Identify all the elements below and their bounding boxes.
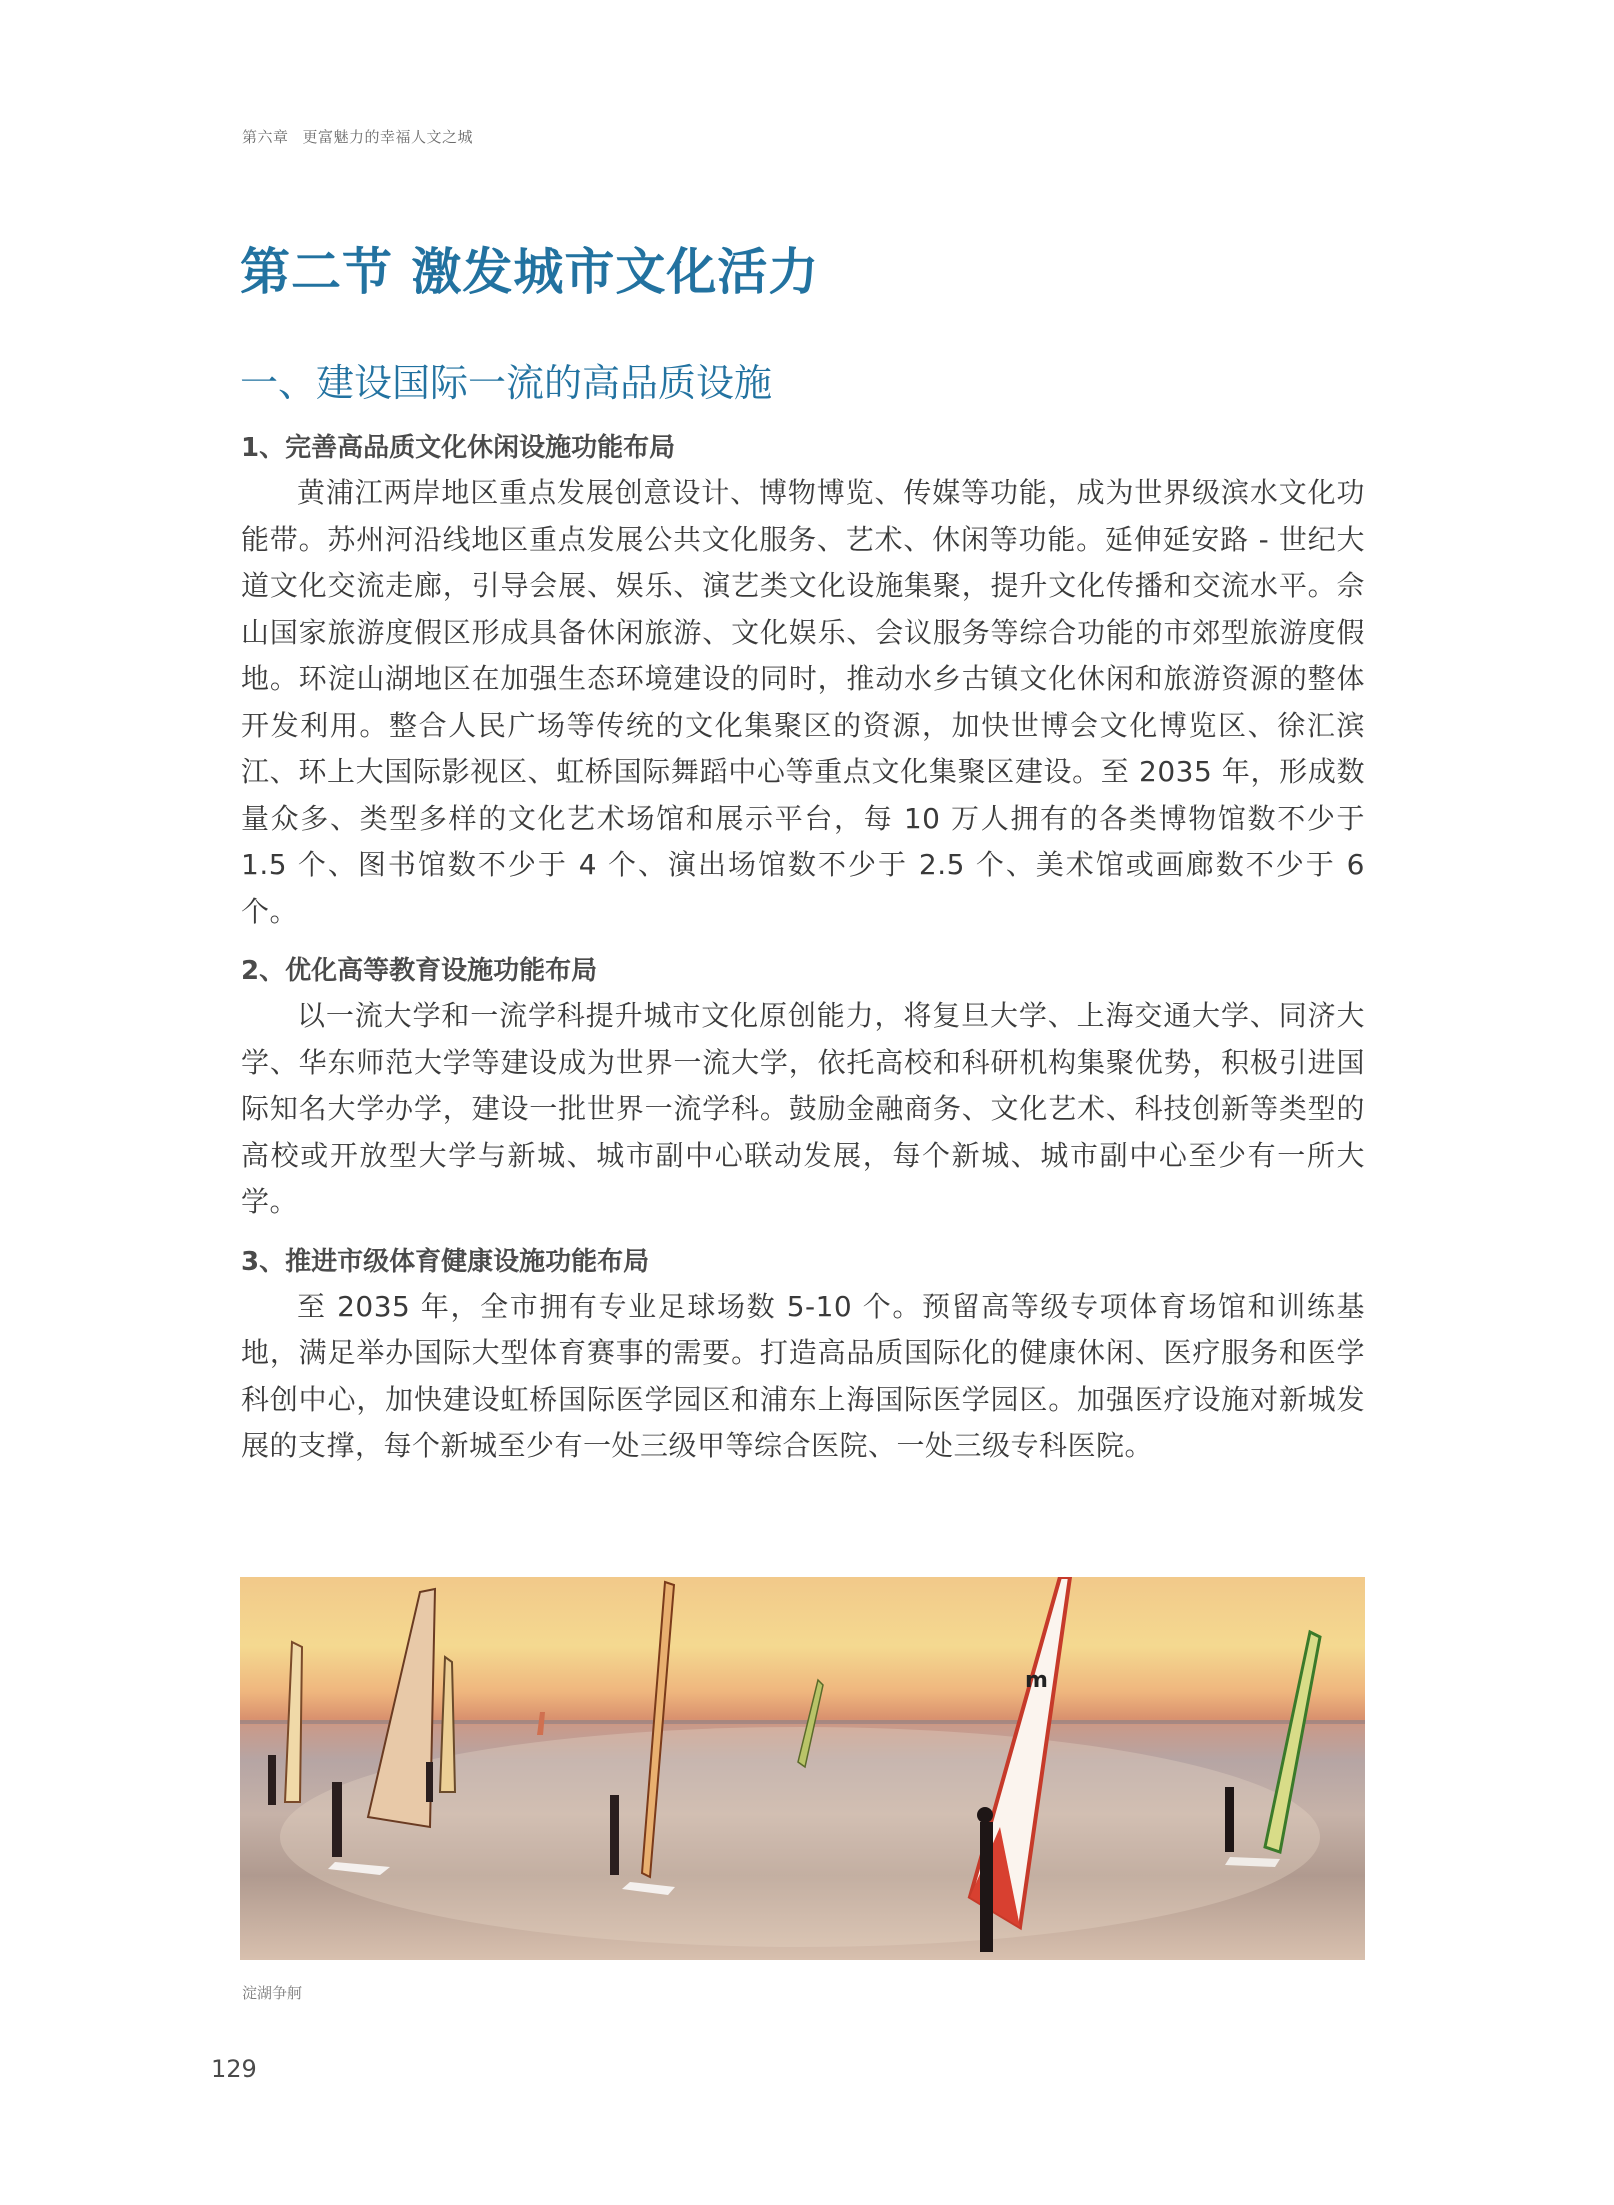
- chapter-number: 第六章: [242, 128, 289, 146]
- item-heading-3: 3、推进市级体育健康设施功能布局: [241, 1246, 650, 1277]
- item-heading-2: 2、优化高等教育设施功能布局: [241, 956, 598, 986]
- chapter-title: 更富魅力的幸福人文之城: [302, 128, 474, 146]
- windsurfing-photo: [240, 1577, 1365, 1960]
- running-header: [242, 126, 473, 147]
- subsection-title: 一、建设国际一流的高品质设施: [240, 361, 773, 405]
- content-body: [241, 426, 1365, 1484]
- section-title: 第二节 激发城市文化活力: [240, 243, 820, 301]
- item-paragraph-3: 至 2035 年，全市拥有专业足球场数 5-10 个。预留高等级专项体育场馆和训练基地，满足举办国际大型体育赛事的需要。打造高品质国际化的健康休闲、医疗服务和医学科创中心，加快建设虹桥国际医学园区和浦东上海国际医学园区。加强医疗设施对新城发展的支撑，每个新城至少有一处三级甲等综合医院、一处三级专科医院。: [241, 1289, 1365, 1462]
- photo-caption: 淀湖争舸: [242, 1984, 303, 2002]
- windsurfers-illustration: [240, 1577, 1365, 1960]
- svg-text:m: m: [1025, 1668, 1048, 1693]
- page-number: 129: [211, 2055, 257, 2083]
- item-heading-1: 1、完善高品质文化休闲设施功能布局: [241, 433, 676, 463]
- item-paragraph-2: 以一流大学和一流学科提升城市文化原创能力，将复旦大学、上海交通大学、同济大学、华东师范大学等建设成为世界一流大学，依托高校和科研机构集聚优势，积极引进国际知名大学办学，建设一批世界一流学科。鼓励金融商务、文化艺术、科技创新等类型的高校或开放型大学与新城、城市副中心联动发展，每个新城、城市副中心至少有一所大学。: [241, 999, 1365, 1218]
- item-paragraph-1: 黄浦江两岸地区重点发展创意设计、博物博览、传媒等功能，成为世界级滨水文化功能带。苏州河沿线地区重点发展公共文化服务、艺术、休闲等功能。延伸延安路 - 世纪大道文化交流走廊，引导会展、娱乐、演艺类文化设施集聚，提升文化传播和交流水平。佘山国家旅游度假区形成具备休闲旅游、文化娱乐、会议服务等综合功能的市郊型旅游度假地。环淀山湖地区在加强生态环境建设的同时，推动水乡古镇文化休闲和旅游资源的整体开发利用。整合人民广场等传统的文化集聚区的资源，加快世博会文化博览区、徐汇滨江、环上大国际影视区、虹桥国际舞蹈中心等重点文化集聚区建设。至 2035 年，形成数量众多、类型多样的文化艺术场馆和展示平台，每 10 万人拥有的各类博物馆数不少于 1.5 个、图书馆数不少于 4 个、演出场馆数不少于 2.5 个、美术馆或画廊数不少于 6 个。: [241, 476, 1365, 928]
